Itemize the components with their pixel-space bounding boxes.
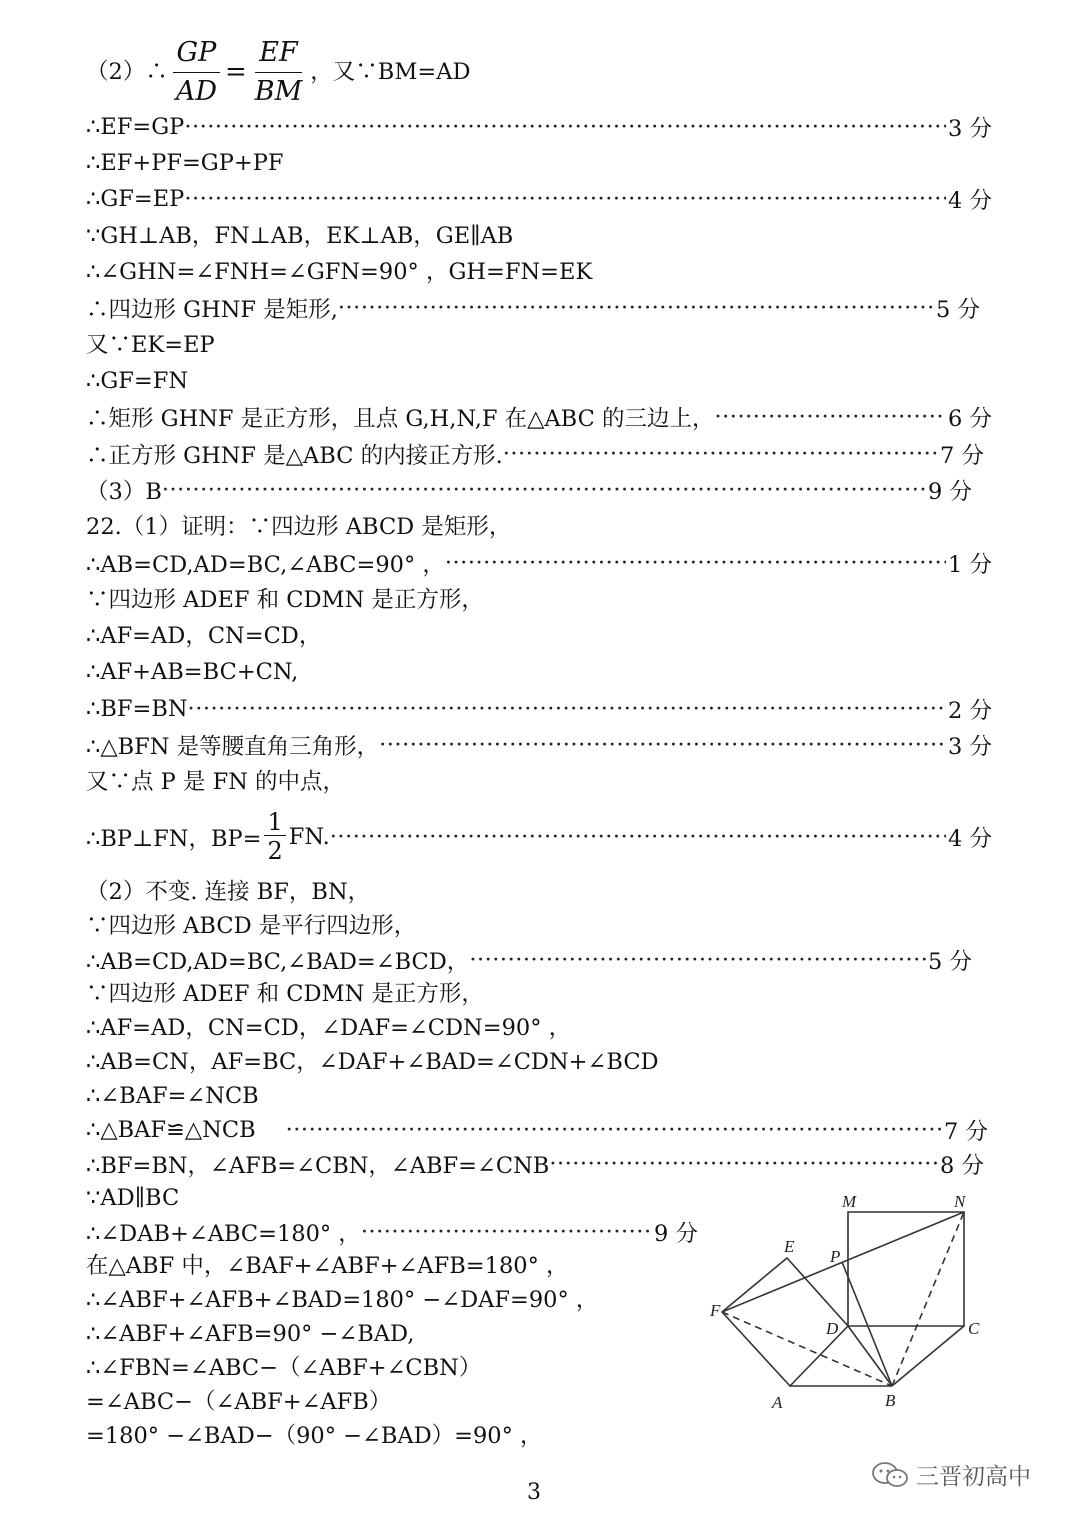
first-line <box>86 36 471 107</box>
score: 3 分 <box>948 734 992 760</box>
segment-bp <box>842 1262 892 1386</box>
proof-line: ∴∠ABF+∠AFB+∠BAD=180° −∠DAF=90° ， <box>86 1287 599 1313</box>
proof-line-fraction <box>86 802 992 872</box>
first-line-prefix: （2）∴ <box>86 59 168 85</box>
score: 9 分 <box>928 479 972 505</box>
leader-dots <box>469 947 926 973</box>
segment-bc <box>892 1326 964 1386</box>
proof-line <box>86 730 992 760</box>
leader-dots <box>503 441 938 467</box>
score: 7 分 <box>944 1119 988 1145</box>
proof-line: ∴∠ABF+∠AFB=90° −∠BAD, <box>86 1321 415 1347</box>
leader-dots <box>162 477 926 503</box>
proof-line <box>86 439 984 469</box>
point-label-b: B <box>885 1391 896 1410</box>
score: 5 分 <box>936 297 980 323</box>
proof-line <box>86 402 992 432</box>
fraction-one-half <box>264 809 285 866</box>
line-text: ∴EF=GP <box>86 114 185 140</box>
proof-line: 又∵点 P 是 FN 的中点， <box>86 769 346 795</box>
proof-line <box>86 694 992 724</box>
proof-line <box>86 184 992 214</box>
proof-line: ∵AD∥BC <box>86 1185 180 1211</box>
line-text: ∴正方形 GHNF 是△ABC 的内接正方形. <box>86 443 503 469</box>
proof-line <box>86 1217 698 1247</box>
line-text: ∴BF=BN <box>86 696 188 722</box>
proof-line <box>86 1149 984 1179</box>
point-label-d: D <box>826 1319 839 1338</box>
score: 3 分 <box>948 116 992 142</box>
point-label-a: A <box>772 1393 783 1412</box>
proof-line: =∠ABC−（∠ABF+∠AFB） <box>86 1389 392 1415</box>
score: 6 分 <box>948 406 992 432</box>
line-text: ∴BP⊥FN，BP= <box>86 826 262 852</box>
proof-line: ∵四边形 ADEF 和 CDMN 是正方形， <box>86 587 484 613</box>
line-text: （3）B <box>86 479 162 505</box>
proof-line <box>86 293 980 323</box>
proof-line: ∴∠GHN=∠FNH=∠GFN=90° ，GH=FN=EK <box>86 259 593 285</box>
proof-line: ∴AF=AD，CN=CD， <box>86 623 322 649</box>
line-text: ∴矩形 GHNF 是正方形，且点 G,H,N,F 在△ABC 的三边上， <box>86 406 715 432</box>
proof-line: ∵四边形 ABCD 是平行四边形， <box>86 913 417 939</box>
line-text: FN. <box>288 824 330 850</box>
line-text: ∴四边形 GHNF 是矩形, <box>86 297 338 323</box>
score: 1 分 <box>948 552 992 578</box>
point-label-c: C <box>968 1319 980 1338</box>
page-number: 3 <box>527 1480 541 1505</box>
proof-line <box>86 112 992 142</box>
line-text: ∴△BAF≌△NCB <box>86 1117 256 1143</box>
leader-dots <box>338 295 934 321</box>
score: 2 分 <box>948 698 992 724</box>
fraction-numerator: GP <box>173 34 221 73</box>
proof-line: 22.（1）证明：∵四边形 ABCD 是矩形， <box>86 514 512 540</box>
leader-dots <box>361 1219 652 1245</box>
leader-dots <box>184 114 946 140</box>
point-label-f: F <box>710 1301 721 1320</box>
fraction-denominator: AD <box>175 75 217 107</box>
proof-line: ∴∠BAF=∠NCB <box>86 1083 259 1109</box>
proof-line: 在△ABF 中，∠BAF+∠ABF+∠AFB=180° ， <box>86 1253 569 1279</box>
fraction-numerator: EF <box>255 34 301 73</box>
proof-line: ∴AB=CN，AF=BC，∠DAF+∠BAD=∠CDN+∠BCD <box>86 1049 659 1075</box>
proof-line: 又∵EK=EP <box>86 332 215 358</box>
leader-dots <box>549 1151 938 1177</box>
line-text: ∴GF=EP <box>86 186 185 212</box>
fraction-numerator: 1 <box>264 809 285 836</box>
proof-line <box>86 945 972 975</box>
score: 7 分 <box>940 443 984 469</box>
proof-line: ∵四边形 ADEF 和 CDMN 是正方形， <box>86 981 484 1007</box>
point-label-n: N <box>954 1192 966 1211</box>
leader-dots <box>445 550 946 576</box>
leader-dots <box>715 404 947 430</box>
proof-line <box>86 475 972 505</box>
proof-line: ∵GH⊥AB，FN⊥AB，EK⊥AB，GE∥AB <box>86 223 514 249</box>
line-text: ∴△BFN 是等腰直角三角形， <box>86 734 380 760</box>
square-cdmn <box>848 1212 964 1326</box>
line-text: ∴AB=CD,AD=BC,∠ABC=90° ， <box>86 552 445 578</box>
leader-dots <box>379 732 946 758</box>
point-label-m: M <box>842 1192 857 1211</box>
fraction-denominator: 2 <box>267 836 283 865</box>
proof-line: ∴AF+AB=BC+CN, <box>86 659 299 685</box>
point-label-p: P <box>830 1247 841 1266</box>
proof-line <box>86 1115 988 1145</box>
point-label-e: E <box>784 1237 795 1256</box>
fraction-ef-bm <box>251 34 307 111</box>
fraction-gp-ad <box>172 34 221 111</box>
proof-line: ∴EF+PF=GP+PF <box>86 150 284 176</box>
watermark-text: 三晋初高中 <box>916 1464 1031 1490</box>
score: 5 分 <box>928 949 972 975</box>
score: 4 分 <box>948 188 992 214</box>
watermark <box>870 1458 1031 1491</box>
proof-line <box>86 548 992 578</box>
score: 8 分 <box>940 1153 984 1179</box>
chat-bubble-icon <box>870 1460 910 1490</box>
fraction-denominator: BM <box>254 75 303 107</box>
first-line-suffix: ，又∵BM=AD <box>310 59 471 85</box>
segment-fn <box>722 1212 964 1312</box>
leader-dots <box>184 186 946 212</box>
score: 9 分 <box>654 1221 698 1247</box>
proof-line: ∴∠FBN=∠ABC−（∠ABF+∠CBN） <box>86 1355 482 1381</box>
proof-line: ∴AF=AD，CN=CD，∠DAF=∠CDN=90° ， <box>86 1015 572 1041</box>
line-text: ∴AB=CD,AD=BC,∠BAD=∠BCD， <box>86 949 470 975</box>
proof-line: =180° −∠BAD−（90° −∠BAD）=90° ， <box>86 1423 543 1449</box>
leader-dots <box>188 696 946 722</box>
score: 4 分 <box>948 826 992 852</box>
leader-dots <box>330 824 946 850</box>
proof-line: ∴GF=FN <box>86 368 189 394</box>
leader-dots <box>286 1117 942 1143</box>
equals-sign: = <box>224 57 247 87</box>
line-text: ∴∠DAB+∠ABC=180° ， <box>86 1221 361 1247</box>
proof-line: （2）不变. 连接 BF，BN， <box>86 879 371 905</box>
line-text: ∴BF=BN，∠AFB=∠CBN，∠ABF=∠CNB <box>86 1153 550 1179</box>
geometry-figure <box>700 1185 1000 1415</box>
